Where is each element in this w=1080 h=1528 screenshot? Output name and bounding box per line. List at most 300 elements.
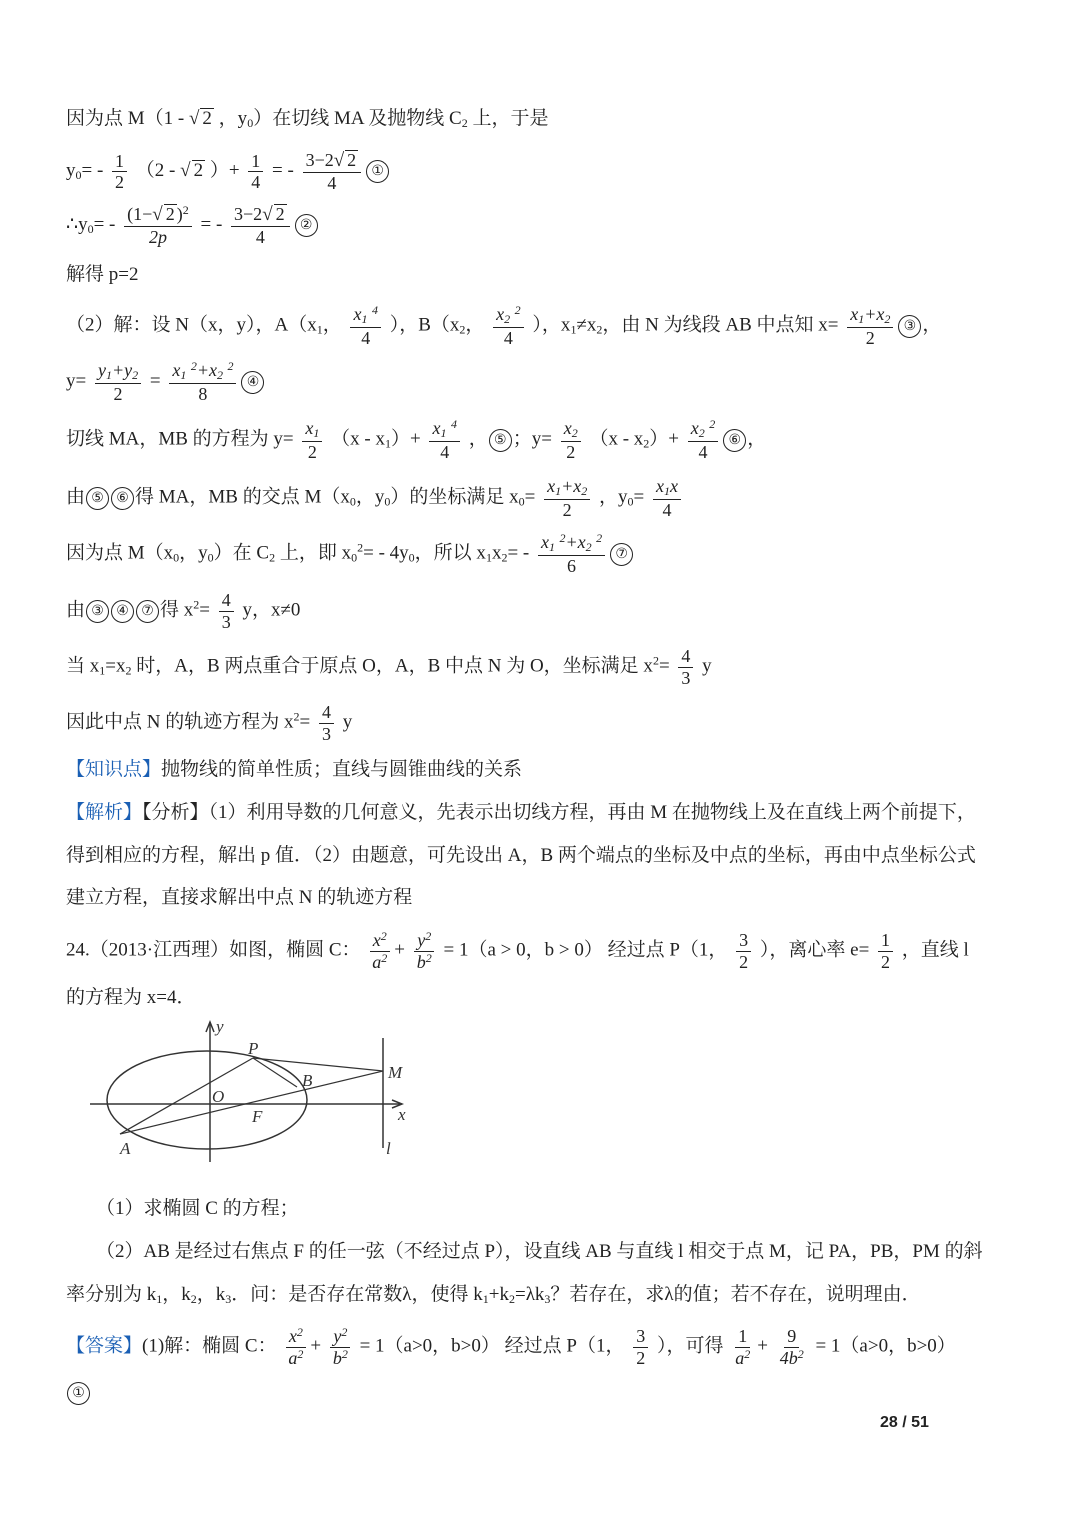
text: b — [332, 1347, 342, 1368]
subscript: 1 — [548, 540, 555, 554]
text: ），x — [532, 314, 571, 336]
denominator — [414, 952, 435, 973]
text: 上，即 x — [275, 542, 352, 564]
line-23 — [66, 1382, 91, 1405]
subscript: 0 — [351, 550, 358, 565]
subscript: 0 — [87, 222, 94, 237]
subscript: 1 — [555, 484, 562, 498]
subscript: 0 — [408, 550, 415, 565]
fraction — [429, 418, 460, 462]
numerator — [95, 360, 141, 384]
text: x — [547, 476, 556, 496]
text: （2 - — [135, 160, 181, 182]
subscript: 1 — [361, 312, 368, 326]
subscript: 2 — [643, 436, 650, 451]
superscript: 2 — [293, 709, 300, 724]
text: ．问：是否存在常数λ，使得 k — [231, 1284, 483, 1305]
circled-number: ⑦ — [610, 543, 633, 566]
fraction — [653, 476, 681, 520]
circled-number: ④ — [241, 371, 264, 394]
text: ；y= — [512, 428, 557, 450]
numerator: 1 — [112, 151, 127, 173]
line-5 — [66, 304, 941, 348]
segment-pa — [120, 1058, 253, 1134]
text: ，y — [179, 542, 208, 564]
text: x — [563, 418, 572, 438]
text: ）在 C — [213, 542, 270, 564]
text: ∴y — [66, 214, 88, 236]
denominator: 4 — [255, 226, 265, 247]
text: + — [394, 939, 405, 961]
subscript: 2 — [190, 1292, 197, 1306]
fraction — [169, 360, 236, 404]
numerator — [370, 930, 390, 952]
text: = — [658, 655, 675, 677]
numerator — [561, 418, 581, 442]
text: 解得 p=2 — [66, 264, 139, 285]
text: + — [757, 1335, 768, 1357]
subscript: 0 — [349, 494, 356, 509]
text: 时，A，B 两点重合于原点 O，A，B 中点 N 为 O，坐标满足 x — [131, 655, 653, 677]
superscript: 2 — [514, 303, 521, 317]
text: = - — [81, 160, 109, 182]
subscript: 0 — [247, 116, 254, 130]
numerator — [544, 476, 590, 500]
subscript: 2 — [884, 312, 891, 326]
text: 因此中点 N 的轨迹方程为 x — [66, 711, 294, 733]
line-17 — [66, 930, 969, 972]
circled-number: ③ — [86, 600, 109, 623]
text: + — [310, 1335, 322, 1357]
subscript: 1 — [570, 322, 577, 337]
knowledge-tag: 【知识点】 — [66, 759, 162, 780]
text: +y — [111, 360, 133, 380]
numerator: 3 — [736, 930, 751, 952]
text: (1)解：椭圆 C： — [142, 1335, 277, 1357]
text: ， — [747, 428, 767, 450]
text: ， — [322, 314, 342, 336]
text: 24.（2013·江西理）如图，椭圆 C： — [66, 939, 361, 961]
subscript: 1 — [485, 550, 492, 565]
text: = 1（a > 0，b > 0） 经过点 P（1， — [443, 939, 728, 961]
denominator — [330, 1348, 351, 1369]
denominator: 4 — [361, 327, 371, 348]
line-3 — [66, 204, 319, 248]
fraction — [633, 1326, 648, 1368]
fraction — [847, 304, 893, 348]
subscript: 1 — [316, 322, 323, 337]
text: ，y — [213, 108, 248, 129]
subscript: 2 — [596, 322, 603, 337]
subscript: 0 — [207, 550, 214, 565]
numerator — [330, 1326, 350, 1348]
circled-number: ⑥ — [111, 487, 134, 510]
line-6 — [66, 360, 265, 404]
text: = 1（a>0，b>0） 经过点 P（1， — [359, 1335, 625, 1357]
text: 切线 MA，MB 的方程为 y= — [66, 428, 299, 450]
text: =λk — [514, 1284, 545, 1305]
label-o: O — [212, 1087, 225, 1106]
ellipse-c — [107, 1051, 307, 1149]
denominator: 4 — [440, 441, 450, 462]
subscript: 1 — [180, 368, 187, 382]
subscript: 3 — [544, 1292, 551, 1306]
denominator: 2 — [566, 441, 576, 462]
subscript: 3 — [225, 1292, 232, 1306]
line-4 — [66, 265, 138, 284]
circled-number: ③ — [898, 315, 921, 338]
denominator: 6 — [567, 555, 577, 576]
fraction — [219, 590, 234, 632]
text: = - — [507, 542, 534, 564]
text: ）+ — [205, 160, 245, 182]
line-1: 因为点 M（1 - √ 2 ，$y_0$）在切线 MA 及抛物线 $C_2$ 上，于是 — [66, 108, 549, 130]
subscript: 1 — [858, 312, 865, 326]
denominator: 4 — [503, 327, 513, 348]
subscript: 2 — [125, 663, 132, 678]
subscript: 2 — [216, 368, 223, 382]
denominator: 4 — [662, 499, 672, 520]
subscript: 2 — [698, 426, 705, 440]
text: +x — [864, 304, 885, 324]
numerator — [286, 1326, 306, 1348]
fraction — [95, 360, 141, 404]
page-separator: / — [897, 1414, 912, 1431]
subscript: 1 — [156, 1292, 163, 1306]
denominator: 4 — [327, 172, 337, 193]
numerator — [688, 418, 719, 442]
superscript: 2 — [559, 531, 566, 545]
subscript: 1 — [99, 663, 106, 678]
denominator — [732, 1348, 753, 1369]
text: ），离心率 e= — [759, 939, 875, 961]
text: y — [66, 160, 76, 182]
label-b: B — [302, 1071, 313, 1090]
text: y — [333, 1326, 342, 1346]
subscript: 2 — [461, 116, 468, 130]
circled-number: ⑥ — [723, 429, 746, 452]
numerator: (1−√ 2 )$^2$ — [124, 204, 192, 227]
subscript: 2 — [269, 550, 276, 565]
line-11 — [66, 646, 712, 688]
denominator: 4 — [698, 441, 708, 462]
numerator: 3−2√ 2 — [231, 204, 290, 227]
fraction — [732, 1326, 753, 1368]
label-a: A — [120, 1139, 131, 1158]
subscript: 2 — [459, 322, 466, 337]
superscript: 2 — [596, 531, 603, 545]
text: y — [97, 360, 106, 380]
text: x — [372, 930, 381, 950]
text: y — [417, 930, 426, 950]
text: y= — [66, 370, 91, 392]
subscript: 2 — [504, 312, 511, 326]
line-22 — [66, 1326, 956, 1368]
superscript: 4 — [450, 417, 457, 431]
numerator — [847, 304, 893, 328]
fraction — [777, 1326, 807, 1368]
text: = — [633, 486, 649, 508]
fraction — [561, 418, 581, 462]
text: x — [655, 476, 664, 496]
fraction — [414, 930, 435, 972]
text: ，k — [162, 1284, 191, 1305]
fraction — [493, 304, 524, 348]
text: ，y — [355, 486, 385, 508]
subscript: 0 — [173, 550, 180, 565]
text: 的方程为 x=4． — [66, 987, 196, 1008]
text: （2）AB 是经过右焦点 F 的任一弦（不经过点 P），设直线 AB 与直线 l 相交于点 M，记 PA，PB，PM 的斜 — [96, 1241, 983, 1262]
fraction — [319, 702, 334, 744]
subscript: 1 — [440, 426, 447, 440]
ellipse-figure — [86, 1014, 426, 1164]
denominator: 2 — [307, 441, 317, 462]
numerator — [653, 476, 681, 500]
superscript: 2 — [182, 203, 189, 217]
text: x — [491, 542, 502, 564]
text: = — [299, 711, 315, 733]
circled-number: ⑦ — [136, 600, 159, 623]
sqrt-arg: 2 — [193, 160, 204, 182]
line-21 — [66, 1285, 921, 1305]
line-14 — [66, 803, 976, 822]
label-l: l — [386, 1139, 391, 1158]
text: x — [288, 1326, 297, 1346]
answer-tag: 【答案】 — [66, 1335, 143, 1357]
fraction — [369, 930, 390, 972]
line-7 — [66, 418, 766, 462]
line-15 — [66, 846, 976, 865]
text: ) — [176, 204, 183, 224]
line-12 — [66, 702, 352, 744]
text: +x — [196, 360, 217, 380]
text: 上，于是 — [467, 108, 549, 129]
text: x — [432, 418, 441, 438]
superscript: 2 — [341, 1346, 348, 1361]
fraction — [231, 204, 290, 248]
text: 3−2 — [234, 204, 263, 224]
line-10 — [66, 590, 300, 632]
numerator — [429, 418, 460, 442]
label-f: F — [252, 1107, 263, 1126]
superscript: 2 — [652, 653, 659, 668]
line-9 — [66, 532, 634, 576]
text: ，y — [598, 486, 628, 508]
text: y，x≠0 — [242, 599, 301, 621]
text: x — [305, 418, 314, 438]
analysis-tag: 【解析】 — [66, 802, 143, 823]
line-8 — [66, 476, 685, 520]
fraction — [544, 476, 590, 520]
text: ）在切线 MA 及抛物线 C — [253, 108, 462, 129]
text: 建立方程，直接求解出中点 N 的轨迹方程 — [66, 887, 413, 908]
text: ，直线 l — [901, 939, 969, 961]
text: ）的坐标满足 x — [390, 486, 519, 508]
label-y: y — [216, 1017, 224, 1036]
text: （x - x — [331, 428, 385, 450]
fraction — [248, 151, 263, 193]
numerator — [350, 304, 381, 328]
text: 率分别为 k — [66, 1284, 157, 1305]
superscript: 2 — [227, 359, 234, 373]
circled-number: ① — [366, 160, 389, 183]
subscript: 1 — [482, 1292, 489, 1306]
sqrt-arg: 2 — [165, 204, 175, 224]
superscript: 2 — [797, 1346, 804, 1361]
fraction — [350, 304, 381, 348]
text: a — [735, 1347, 745, 1368]
text: y — [342, 711, 353, 733]
text: ， — [465, 314, 485, 336]
text: a — [372, 951, 382, 972]
text: x — [690, 418, 699, 438]
numerator: 4 — [319, 702, 334, 724]
text: ？若存在，求λ的值；若不存在，说明理由． — [550, 1284, 921, 1305]
text: =x — [105, 655, 126, 677]
text: 因为点 M（x — [66, 542, 174, 564]
text: 因为点 M（1 - — [66, 108, 189, 129]
denominator: 2 — [115, 172, 125, 193]
denominator — [285, 1348, 306, 1369]
fraction — [878, 930, 893, 972]
text: （1）求椭圆 C 的方程； — [96, 1198, 299, 1219]
text: 得到相应的方程，解出 p 值．（2）由题意，可先设出 A，B 两个端点的坐标及中点的坐标，再由中点坐标公式 — [66, 845, 976, 866]
current-page: 28 — [880, 1414, 898, 1431]
text: = — [149, 370, 166, 392]
text: 当 x — [66, 655, 100, 677]
fraction — [302, 418, 322, 462]
text: ），可得 — [656, 1335, 729, 1357]
superscript: 2 — [709, 417, 716, 431]
subscript: 2 — [508, 1292, 515, 1306]
numerator: 1 — [878, 930, 893, 952]
denominator — [777, 1348, 807, 1369]
text: = - — [272, 160, 299, 182]
superscript: 2 — [425, 929, 432, 943]
numerator — [302, 418, 322, 442]
text: x — [353, 304, 362, 324]
fraction — [112, 151, 127, 193]
subscript: 1 — [663, 484, 670, 498]
subscript: 1 — [313, 426, 320, 440]
subscript: 2 — [571, 426, 578, 440]
numerator: 1 — [248, 151, 263, 173]
page-number — [880, 1414, 929, 1432]
denominator: 2 — [739, 951, 749, 972]
denominator: 3 — [221, 611, 231, 632]
fraction — [285, 1326, 306, 1368]
sqrt-arg: 2 — [347, 150, 357, 170]
text: ）+ — [390, 428, 426, 450]
label-p: P — [248, 1039, 259, 1058]
fraction — [330, 1326, 351, 1368]
denominator: 2 — [865, 327, 875, 348]
subscript: 0 — [518, 494, 525, 509]
text: (1− — [127, 204, 153, 224]
line-18 — [66, 988, 195, 1007]
text: +k — [488, 1284, 509, 1305]
sqrt-arg: 2 — [275, 204, 285, 224]
subscript: 1 — [105, 368, 112, 382]
circled-number: ② — [295, 214, 318, 237]
text: = - 4y — [363, 542, 409, 564]
text: （2）解：设 N（x，y），A（x — [66, 314, 317, 336]
text: 得 MA，MB 的交点 M（x — [135, 486, 350, 508]
text: x — [496, 304, 505, 324]
numerator: 9 — [784, 1326, 799, 1348]
superscript: 2 — [296, 1325, 303, 1339]
subscript: 2 — [132, 368, 139, 382]
text: x — [540, 532, 549, 552]
text: 抛物线的简单性质；直线与圆锥曲线的关系 — [161, 759, 523, 780]
line-2: $y_0=$ - $\frac{1}{2}$ （2 - √ 2 ）+ $\frac{1}{4}$ = - $\frac{3-2√ 2}{4}$ ① — [66, 150, 390, 194]
text: 由 — [66, 599, 86, 621]
subscript: 2 — [581, 484, 588, 498]
segment-pm — [253, 1058, 383, 1071]
fraction — [736, 930, 751, 972]
text: = — [524, 486, 541, 508]
denominator: 2 — [636, 1347, 646, 1368]
superscript: 2 — [190, 359, 197, 373]
superscript: 4 — [371, 303, 378, 317]
denominator: 2 — [881, 951, 891, 972]
denominator: 8 — [198, 383, 208, 404]
denominator: 2p — [148, 226, 167, 247]
subscript: 0 — [384, 494, 391, 509]
subscript: 2 — [585, 540, 592, 554]
denominator: 2 — [562, 499, 572, 520]
subscript: 0 — [75, 168, 82, 183]
line-19 — [96, 1199, 299, 1218]
fraction — [124, 204, 192, 248]
denominator: 4 — [251, 172, 261, 193]
superscript: 2 — [341, 1325, 348, 1339]
circled-number: ④ — [111, 600, 134, 623]
sqrt-arg: 2 — [202, 108, 212, 129]
numerator: 3−2√ 2 — [303, 150, 362, 173]
text: = - — [200, 214, 228, 236]
text: x — [850, 304, 859, 324]
text: = - — [93, 214, 121, 236]
text: ），B（x — [389, 314, 460, 336]
text: +x — [565, 532, 586, 552]
numerator: 1 — [735, 1326, 750, 1348]
superscript: 2 — [380, 929, 387, 943]
text: x — [669, 476, 678, 496]
text: ）+ — [649, 428, 684, 450]
superscript: 2 — [357, 540, 364, 555]
denominator — [369, 952, 390, 973]
superscript: 2 — [193, 597, 200, 612]
numerator — [414, 930, 434, 952]
text: a — [288, 1347, 298, 1368]
subscript: 2 — [501, 550, 508, 565]
text: 得 x — [160, 599, 194, 621]
numerator — [169, 360, 236, 384]
circled-number: ① — [67, 1382, 90, 1405]
label-m: M — [388, 1063, 403, 1082]
denominator: 3 — [321, 723, 331, 744]
numerator: 4 — [219, 590, 234, 612]
text: = — [199, 599, 215, 621]
text: ≠x — [576, 314, 597, 336]
total-pages: 51 — [911, 1414, 929, 1431]
text: （x - x — [589, 428, 644, 450]
text: ， — [922, 314, 942, 336]
superscript: 2 — [425, 950, 432, 965]
line-20 — [96, 1242, 983, 1261]
numerator: 3 — [633, 1326, 648, 1348]
